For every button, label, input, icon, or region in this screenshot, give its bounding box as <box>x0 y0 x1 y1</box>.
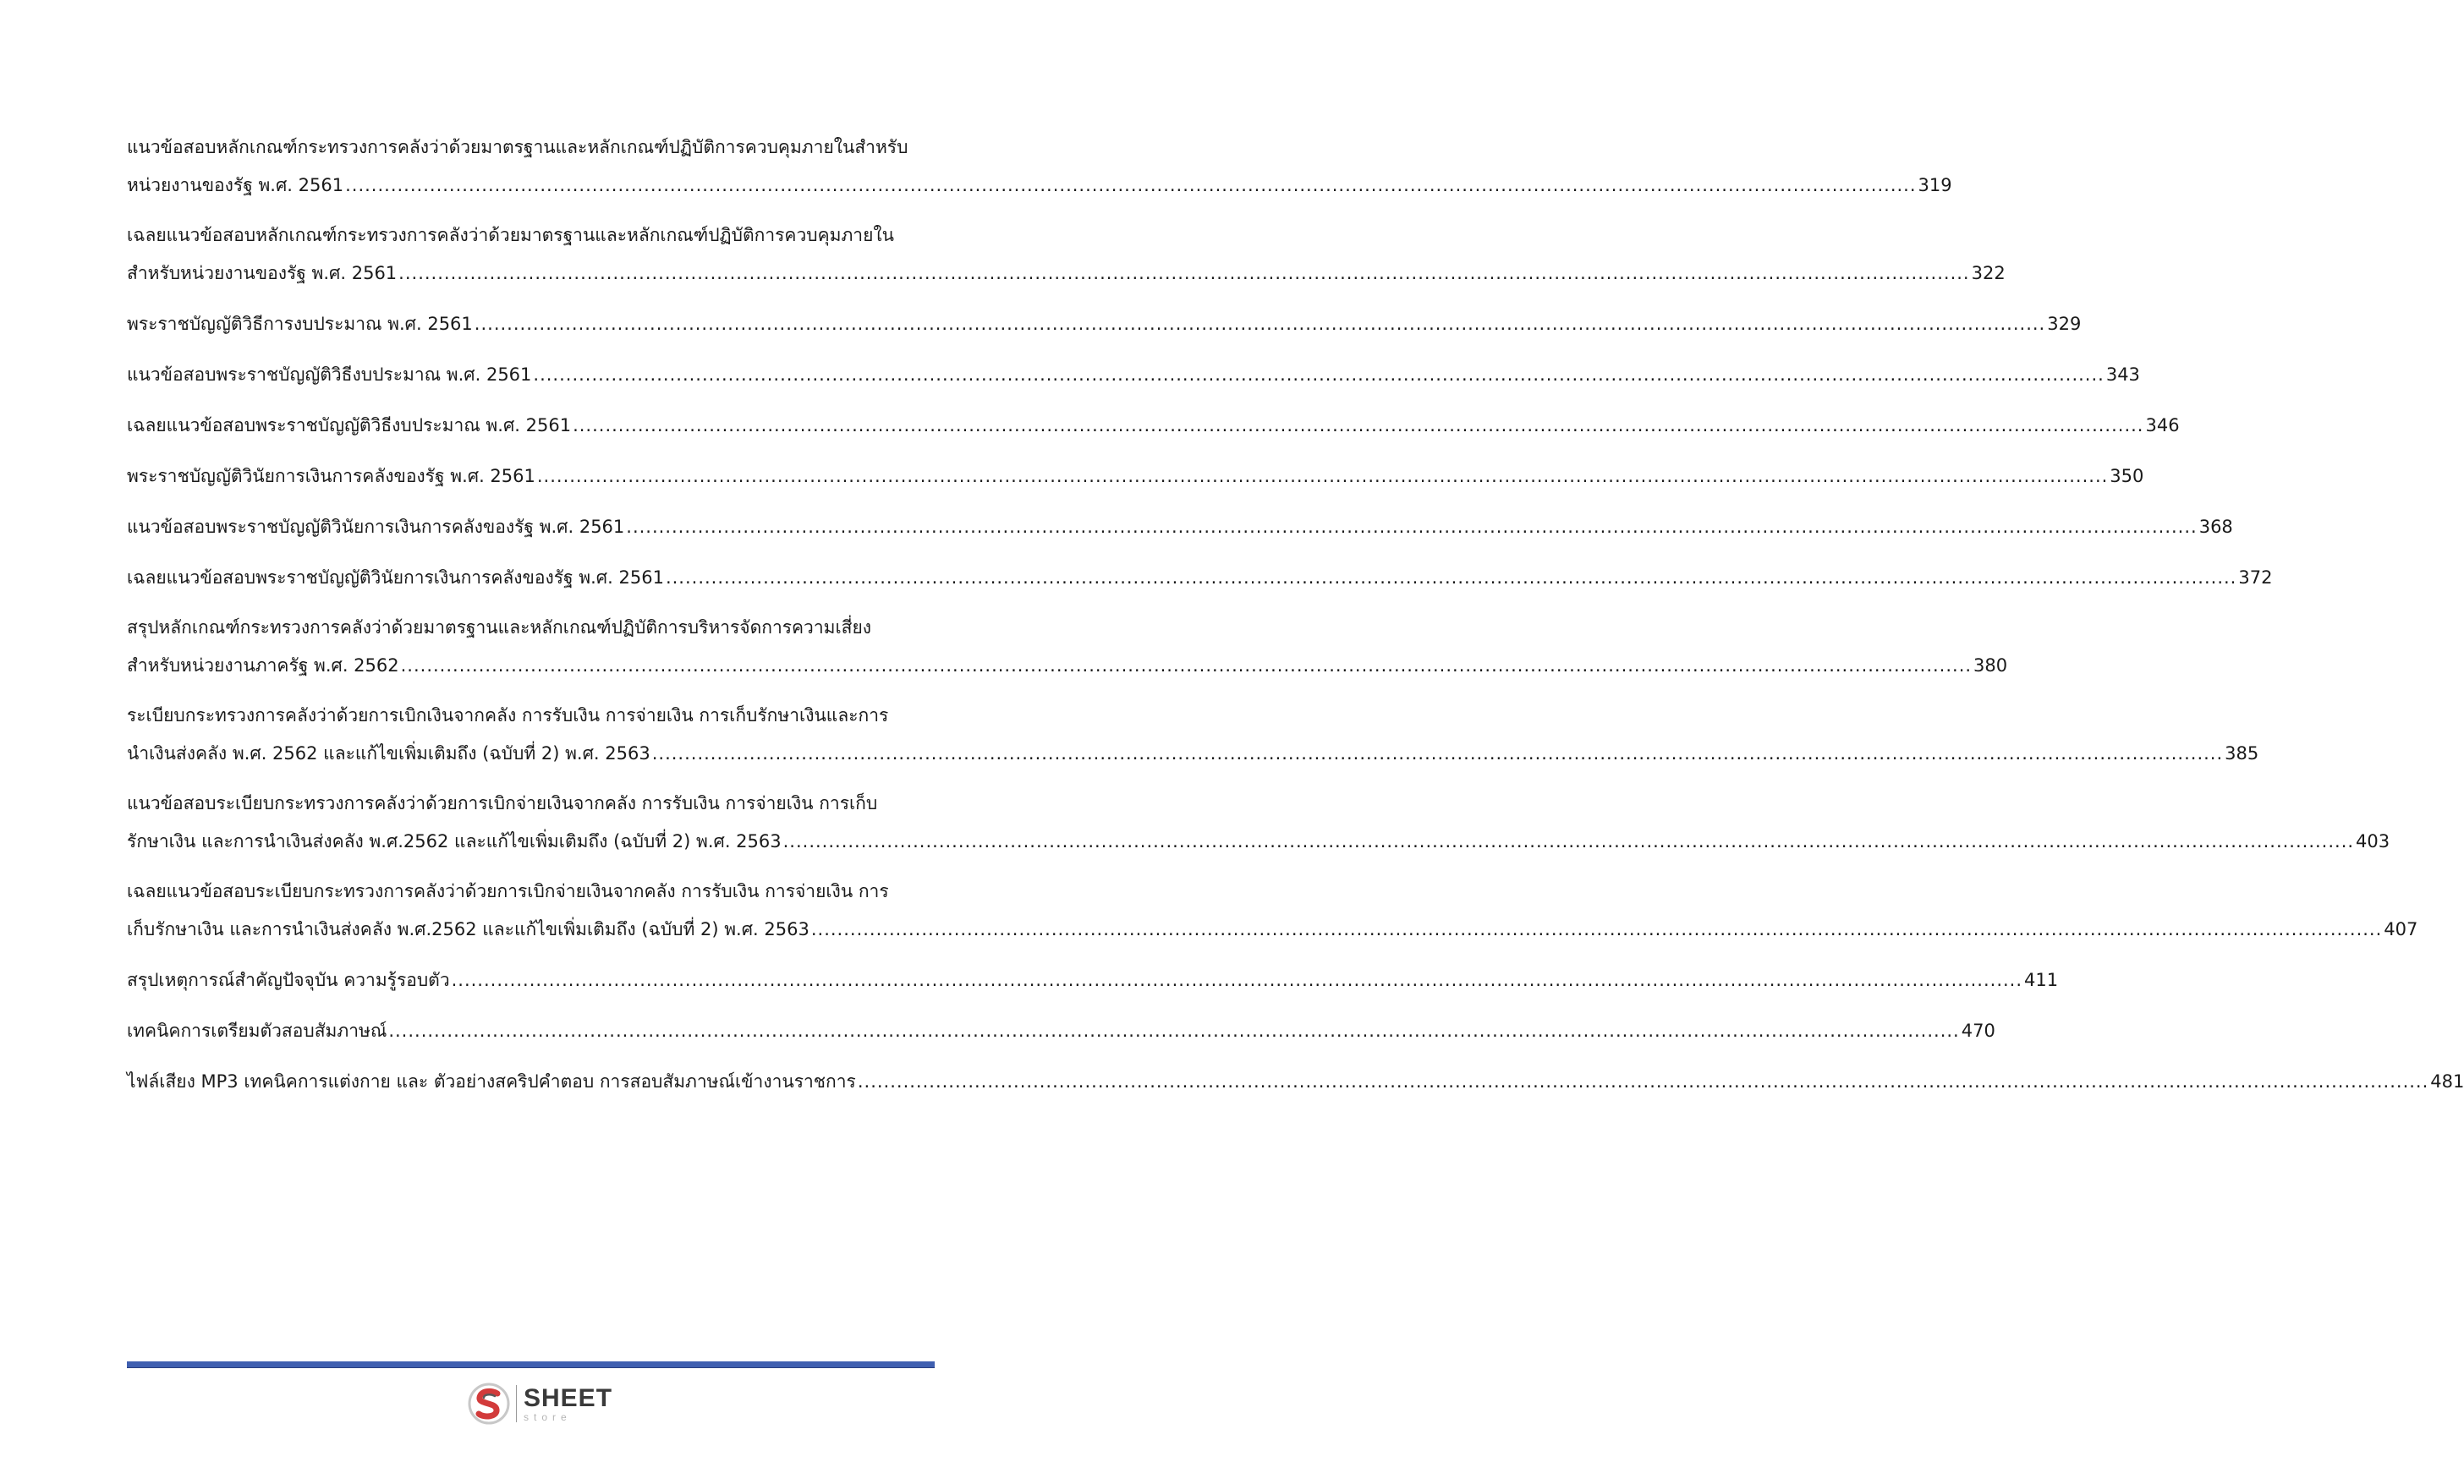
toc-page-number: 380 <box>1973 655 2008 676</box>
toc-entry-line <box>127 457 2144 496</box>
toc-leader-dots <box>533 355 2104 395</box>
logo-text <box>524 1383 613 1423</box>
toc-entry-title: แนวข้อสอบพระราชบัญญัติวินัยการเงินการคลังของรัฐ พ.ศ. 2561 <box>127 517 625 537</box>
toc-entry-title: สำหรับหน่วยงานของรัฐ พ.ศ. 2561 <box>127 263 398 283</box>
toc-entry-title: สรุปหลักเกณฑ์กระทรวงการคลังว่าด้วยมาตรฐานและหลักเกณฑ์ปฏิบัติการบริหารจัดการความเสี่ยง <box>127 617 872 638</box>
toc-entry-line <box>127 406 2180 446</box>
toc-entry-title: นำเงินส่งคลัง พ.ศ. 2562 และแก้ไขเพิ่มเติมถึง (ฉบับที่ 2) พ.ศ. 2563 <box>127 743 650 764</box>
logo-s-icon <box>467 1382 511 1426</box>
toc-leader-dots <box>573 406 2143 446</box>
sheet-store-logo <box>467 1380 612 1427</box>
toc-page-number: 403 <box>2356 831 2390 852</box>
toc-leader-dots <box>401 646 1972 686</box>
toc-leader-dots <box>388 1011 1959 1051</box>
toc-entry-line <box>127 785 922 822</box>
toc-entry-line <box>127 1011 1995 1051</box>
toc-entry[interactable] <box>127 507 2233 547</box>
toc-entry-title: พระราชบัญญัติวินัยการเงินการคลังของรัฐ พ.ศ. 2561 <box>127 466 535 486</box>
logo-divider <box>516 1385 517 1422</box>
toc-entry-title: เฉลยแนวข้อสอบพระราชบัญญัติวิธีงบประมาณ พ.ศ. 2561 <box>127 415 572 435</box>
toc-leader-dots <box>398 254 1969 293</box>
toc-entry-line <box>127 507 2233 547</box>
toc-entry[interactable] <box>127 406 2180 446</box>
toc-entry-line <box>127 166 1952 205</box>
toc-entry[interactable] <box>127 216 2006 293</box>
toc-entry-title: สรุปเหตุการณ์สำคัญปัจจุบัน ความรู้รอบตัว <box>127 970 450 990</box>
toc-entry-title: เก็บรักษาเงิน และการนำเงินส่งคลัง พ.ศ.2562 และแก้ไขเพิ่มเติมถึง (ฉบับที่ 2) พ.ศ. 2563 <box>127 919 809 939</box>
toc-entry-title: ระเบียบกระทรวงการคลังว่าด้วยการเบิกเงินจากคลัง การรับเงิน การจ่ายเงิน การเก็บรักษาเงินและการ <box>127 705 889 726</box>
toc-leader-dots <box>811 910 2382 950</box>
toc-entry[interactable] <box>127 697 2259 774</box>
toc-page-number: 372 <box>2238 567 2273 588</box>
toc-entry-title: เฉลยแนวข้อสอบระเบียบกระทรวงการคลังว่าด้วยการเบิกจ่ายเงินจากคลัง การรับเงิน การจ่ายเงิน การ <box>127 881 889 901</box>
toc-page-number: 350 <box>2110 466 2144 486</box>
toc-entry-title: เฉลยแนวข้อสอบพระราชบัญญัติวินัยการเงินการคลังของรัฐ พ.ศ. 2561 <box>127 567 664 588</box>
toc-entry-line <box>127 1062 2464 1102</box>
toc-entry[interactable] <box>127 355 2140 395</box>
toc-page-number: 368 <box>2198 517 2233 537</box>
toc-entry-title: พระราชบัญญัติวิธีการงบประมาณ พ.ศ. 2561 <box>127 314 473 334</box>
toc-entry-line <box>127 216 922 254</box>
toc-leader-dots <box>858 1062 2428 1102</box>
toc-entry-title: สำหรับหน่วยงานภาครัฐ พ.ศ. 2562 <box>127 655 399 676</box>
toc-entry-title: แนวข้อสอบหลักเกณฑ์กระทรวงการคลังว่าด้วยมาตรฐานและหลักเกณฑ์ปฏิบัติการควบคุมภายในสำหรับ <box>127 137 908 157</box>
table-of-contents <box>127 129 2464 1113</box>
toc-leader-dots <box>626 507 2197 547</box>
toc-entry-line <box>127 254 2006 293</box>
toc-entry[interactable] <box>127 457 2144 496</box>
toc-entry-title: แนวข้อสอบระเบียบกระทรวงการคลังว่าด้วยการเบิกจ่ายเงินจากคลัง การรับเงิน การจ่ายเงิน การเก็บ <box>127 793 878 813</box>
toc-page-number: 411 <box>2024 970 2059 990</box>
toc-entry[interactable] <box>127 1011 1995 1051</box>
toc-page-number: 319 <box>1918 175 1952 195</box>
toc-entry-line <box>127 129 922 166</box>
toc-leader-dots <box>652 734 2223 774</box>
footer-rule <box>127 1361 935 1368</box>
toc-page-number: 329 <box>2047 314 2082 334</box>
toc-entry-title: ไฟล์เสียง MP3 เทคนิคการแต่งกาย และ ตัวอย่างสคริปคำตอบ การสอบสัมภาษณ์เข้างานราชการ <box>127 1071 856 1092</box>
toc-entry[interactable] <box>127 961 2059 1000</box>
toc-entry[interactable] <box>127 873 2418 950</box>
toc-entry[interactable] <box>127 129 1952 205</box>
toc-entry[interactable] <box>127 304 2082 344</box>
toc-page-number: 481 <box>2430 1071 2464 1092</box>
toc-page-number: 343 <box>2105 364 2140 385</box>
toc-entry-line <box>127 646 2008 686</box>
toc-entry-line <box>127 558 2273 598</box>
toc-entry-line <box>127 961 2059 1000</box>
toc-entry-title: หน่วยงานของรัฐ พ.ศ. 2561 <box>127 175 344 195</box>
toc-entry-line <box>127 609 922 646</box>
toc-entry-line <box>127 873 922 910</box>
toc-entry-line <box>127 304 2082 344</box>
toc-leader-dots <box>475 304 2045 344</box>
toc-leader-dots <box>452 961 2022 1000</box>
toc-leader-dots <box>345 166 1916 205</box>
toc-leader-dots <box>666 558 2236 598</box>
toc-entry[interactable] <box>127 609 2008 686</box>
toc-entry-line <box>127 355 2140 395</box>
toc-entry-line <box>127 697 922 734</box>
logo-subtext: store <box>524 1410 572 1423</box>
logo-word: SHEET <box>524 1383 613 1412</box>
toc-entry[interactable] <box>127 1062 2464 1102</box>
toc-entry-title: เทคนิคการเตรียมตัวสอบสัมภาษณ์ <box>127 1021 387 1041</box>
toc-entry[interactable] <box>127 558 2273 598</box>
toc-page-number: 322 <box>1971 263 2006 283</box>
toc-page-number: 346 <box>2145 415 2180 435</box>
toc-entry-title: แนวข้อสอบพระราชบัญญัติวิธีงบประมาณ พ.ศ. 2561 <box>127 364 532 385</box>
toc-entry-title: เฉลยแนวข้อสอบหลักเกณฑ์กระทรวงการคลังว่าด้วยมาตรฐานและหลักเกณฑ์ปฏิบัติการควบคุมภายใน <box>127 225 895 245</box>
toc-entry-line <box>127 734 2259 774</box>
toc-page-number: 470 <box>1961 1021 1995 1041</box>
toc-leader-dots <box>783 822 2354 862</box>
toc-leader-dots <box>537 457 2108 496</box>
toc-entry[interactable] <box>127 785 2390 862</box>
toc-entry-line <box>127 910 2418 950</box>
toc-page-number: 385 <box>2225 743 2259 764</box>
toc-entry-line <box>127 822 2390 862</box>
toc-page-number: 407 <box>2384 919 2418 939</box>
toc-entry-title: รักษาเงิน และการนำเงินส่งคลัง พ.ศ.2562 และแก้ไขเพิ่มเติมถึง (ฉบับที่ 2) พ.ศ. 2563 <box>127 831 782 852</box>
